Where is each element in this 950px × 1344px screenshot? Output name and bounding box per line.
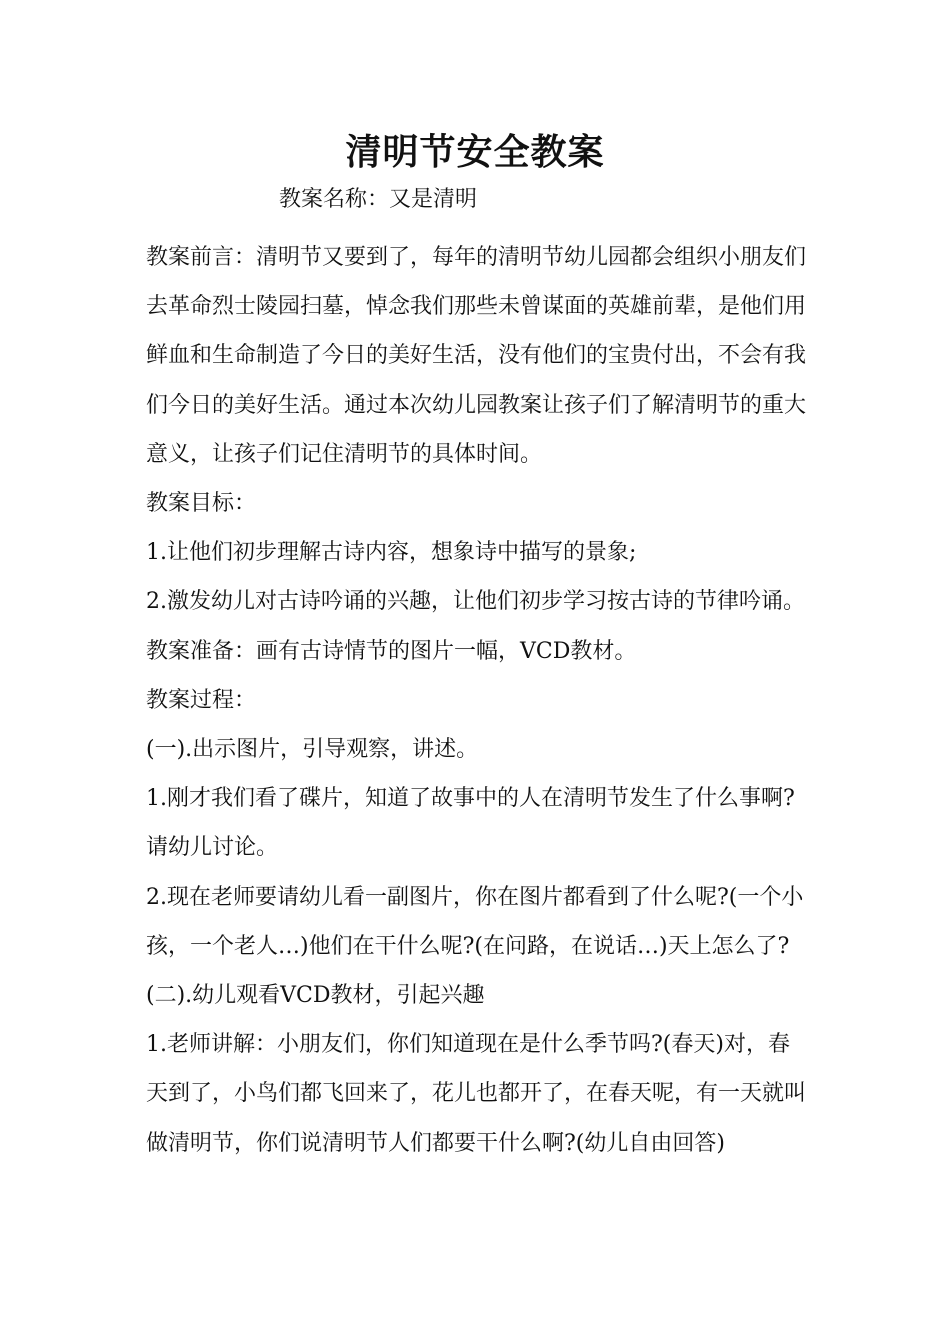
paragraph-section-2-item-1: 1.老师讲解：小朋友们，你们知道现在是什么季节吗?(春天)对，春天到了，小鸟们都飞回来了，花儿也都开了，在春天呢，有一天就叫做清明节，你们说清明节人们都要干什么啊?(幼儿自由回答) (146, 1032, 807, 1156)
paragraph-goal-2: 2.激发幼儿对古诗吟诵的兴趣，让他们初步学习按古诗的节律吟诵。 (146, 589, 805, 615)
paragraph-preparation: 教案准备：画有古诗情节的图片一幅，VCD教材。 (146, 638, 637, 664)
paragraph-goals-heading: 教案目标： (146, 491, 257, 517)
paragraph-section-1: (一).出示图片，引导观察，讲述。 (146, 737, 479, 763)
lesson-name: 教案名称：又是清明 (279, 187, 478, 212)
document-body (146, 233, 810, 1168)
paragraph-section-2: (二).幼儿观看VCD教材，引起兴趣 (146, 983, 485, 1009)
paragraph-section-1-item-1: 1.刚才我们看了碟片，知道了故事中的人在清明节发生了什么事啊?请幼儿讨论。 (146, 786, 795, 861)
paragraph-section-1-item-2: 2.现在老师要请幼儿看一副图片，你在图片都看到了什么呢?(一个小孩，一个老人…)他们在干什么呢?(在问路，在说话…)天上怎么了? (146, 884, 804, 959)
paragraph-preface: 教案前言：清明节又要到了，每年的清明节幼儿园都会组织小朋友们去革命烈士陵园扫墓，悼念我们那些未曾谋面的英雄前辈，是他们用鲜血和生命制造了今日的美好生活，没有他们的宝贵付出，不会有我们今日的美好生活。通过本次幼儿园教案让孩子们了解清明节的重大意义，让孩子们记住清明节的具体时间。 (146, 245, 807, 467)
paragraph-goal-1: 1.让他们初步理解古诗内容，想象诗中描写的景象; (146, 540, 637, 566)
paragraph-process-heading: 教案过程： (146, 687, 257, 713)
document-title: 清明节安全教案 (345, 131, 605, 173)
